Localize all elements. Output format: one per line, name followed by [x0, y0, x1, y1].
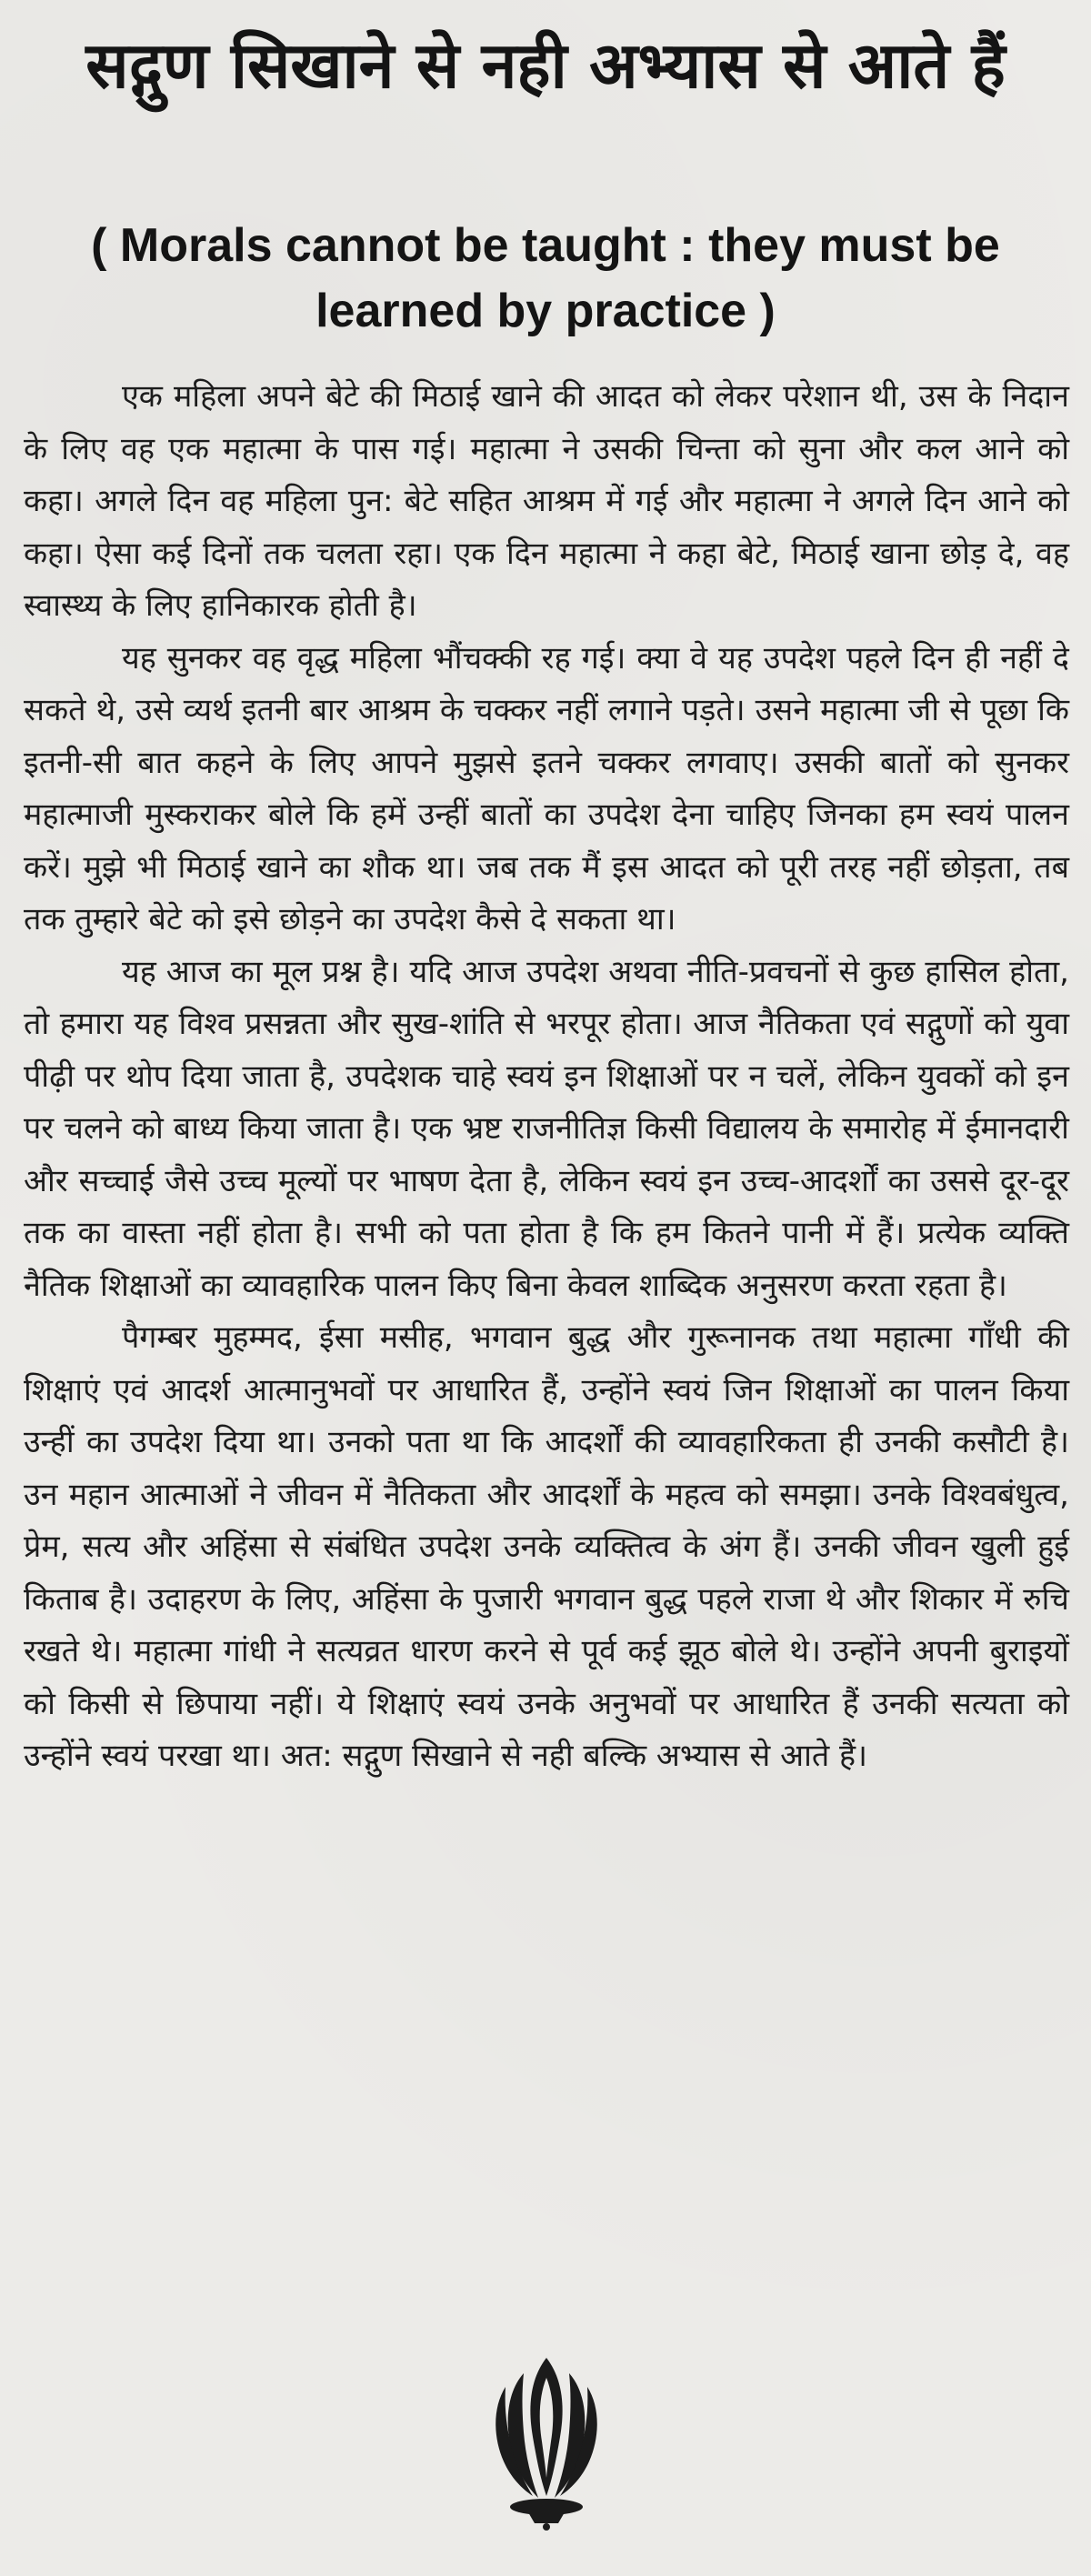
paragraph-3: यह आज का मूल प्रश्न है। यदि आज उपदेश अथवा नीति-प्रवचनों से कुछ हासिल होता, तो हमारा यह विश्व प्रसन्नता और सुख-शांति से भरपूर होता। आज नैतिकता एवं सद्गुणों को युवा पीढ़ी पर थोप दिया जाता है, उपदेशक चाहे स्वयं इन शिक्षाओं पर न चलें, लेकिन युवकों को इन पर चलने को बाध्य किया जाता है। एक भ्रष्ट राजनीतिज्ञ किसी विद्यालय के समारोह में ईमानदारी और सच्चाई जैसे उच्च मूल्यों पर भाषण देता है, लेकिन स्वयं इन उच्च-आदर्शों का उससे दूर-दूर तक का वास्ता नहीं होता है। सभी को पता होता है कि हम कितने पानी में हैं। प्रत्येक व्यक्ति नैतिक शिक्षाओं का व्यावहारिक पालन किए बिना केवल शाब्दिक अनुसरण करता रहता है।	[24, 953, 1069, 1304]
ornament-icon	[487, 2350, 606, 2532]
paragraph-1: एक महिला अपने बेटे की मिठाई खाने की आदत को लेकर परेशान थी, उस के निदान के लिए वह एक महात्मा के पास गई। महात्मा ने उसकी चिन्ता को सुना और कल आने को कहा। अगले दिन वह महिला पुन: बेटे सहित आश्रम में गई और महात्मा ने अगले दिन आने को कहा। ऐसा कई दिनों तक चलता रहा। एक दिन महात्मा ने कहा बेटे, मिठाई खाना छोड़ दे, वह स्वास्थ्य के लिए हानिकारक होती है।	[24, 378, 1069, 624]
article-body	[24, 371, 1069, 1783]
paragraph-4: पैगम्बर मुहम्मद, ईसा मसीह, भगवान बुद्ध और गुरूनानक तथा महात्मा गाँधी की शिक्षाएं एवं आदर्श आत्मानुभवों पर आधारित हैं, उन्होंने स्वयं जिन शिक्षाओं का पालन किया उन्हीं का उपदेश दिया था। उनको पता था कि आदर्शों की व्यावहारिकता ही उनकी कसौटी है। उन महान आत्माओं ने जीवन में नैतिकता और आदर्शों के महत्व को समझा। उनके विश्वबंधुत्व, प्रेम, सत्य और अहिंसा से संबंधित उपदेश उनके व्यक्तित्व के अंग हैं। उनकी जीवन खुली हुई किताब है। उदाहरण के लिए, अहिंसा के पुजारी भगवान बुद्ध पहले राजा थे और शिकार में रुचि रखते थे। महात्मा गांधी ने सत्यव्रत धारण करने से पूर्व कई झूठ बोले थे। उन्होंने अपनी बुराइयों को किसी से छिपाया नहीं। ये शिक्षाएं स्वयं उनके अनुभवों पर आधारित हैं उनकी सत्यता को उन्होंने स्वयं परखा था। अत: सद्गुण सिखाने से नही बल्कि अभ्यास से आते हैं।	[24, 1319, 1069, 1774]
paragraph-2: यह सुनकर वह वृद्ध महिला भौंचक्की रह गई। क्या वे यह उपदेश पहले दिन ही नहीं दे सकते थे, उसे व्यर्थ इतनी बार आश्रम के चक्कर नहीं लगाने पड़ते। उसने महात्मा जी से पूछा कि इतनी-सी बात कहने के लिए आपने मुझसे इतने चक्कर लगवाए। उसकी बातों को सुनकर महात्माजी मुस्कराकर बोले कि हमें उन्हीं बातों का उपदेश देना चाहिए जिनका हम स्वयं पालन करें। मुझे भी मिठाई खाने का शौक था। जब तक मैं इस आदत को पूरी तरह नहीं छोड़ता, तब तक तुम्हारे बेटे को इसे छोड़ने का उपदेश कैसे दे सकता था।	[24, 639, 1069, 937]
page-title: सद्गुण सिखाने से नही अभ्यास से आते हैं	[85, 28, 1006, 103]
page-subtitle: ( Morals cannot be taught : they must be learned by practice )	[91, 219, 1000, 337]
